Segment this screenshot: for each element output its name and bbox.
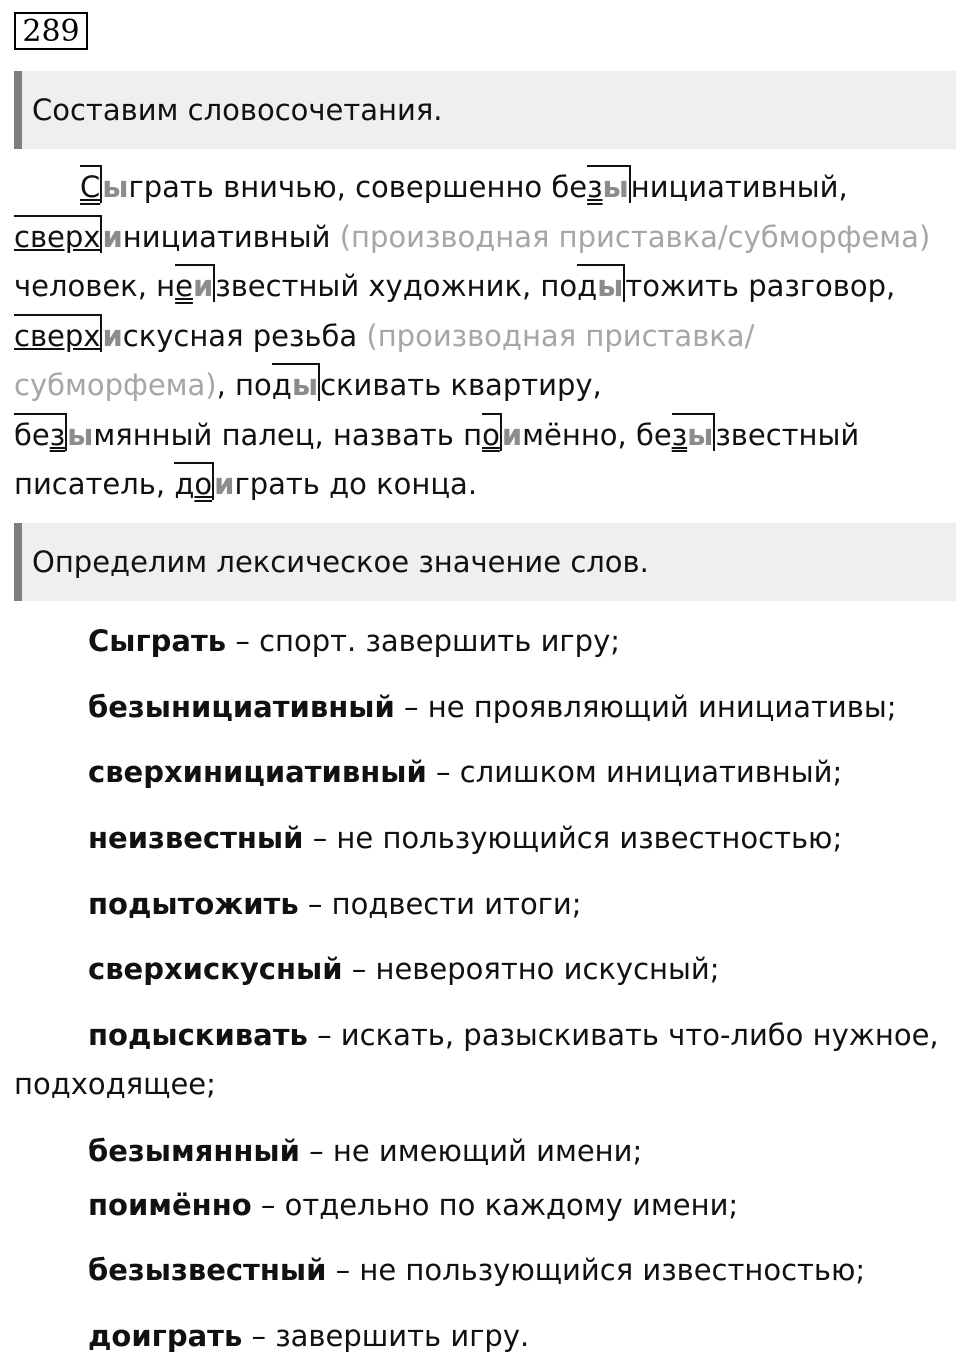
definition-word: доиграть <box>88 1319 243 1353</box>
definition-item <box>14 617 960 666</box>
prefix-mark <box>174 462 214 500</box>
definition-item <box>14 683 960 732</box>
gray-note: (производная приставка/субморфема) <box>339 219 931 254</box>
prefix-segment: сверх <box>14 219 101 254</box>
definition-meaning: – не пользующийся известностью; <box>326 1253 866 1287</box>
definition-word: безызвестный <box>88 1253 327 1287</box>
phrases-paragraph <box>14 163 956 510</box>
definition-word: неизвестный <box>88 821 304 855</box>
section-heading-compose <box>14 71 956 149</box>
prefix-letter: д <box>577 269 598 303</box>
paragraph-line <box>14 163 956 213</box>
definition-word: безынициативный <box>88 690 395 724</box>
text-run: бе <box>14 417 50 452</box>
definition-word: сверхискусный <box>88 952 343 986</box>
prefix-mark <box>175 264 215 302</box>
text-run: нициативный, <box>630 170 848 204</box>
prefix-mark <box>482 413 502 451</box>
text-run: звестный <box>715 417 860 452</box>
definition-meaning: – слишком инициативный; <box>426 755 843 789</box>
text-run: звестный художник, по <box>215 269 578 303</box>
paragraph-line <box>14 460 956 510</box>
prefix-letter: о <box>194 467 213 501</box>
prefix-segment: сверх <box>14 318 101 353</box>
definition-word: подытожить <box>88 887 299 921</box>
prefix-mark <box>577 264 625 302</box>
prefix-letter: е <box>175 269 193 303</box>
prefix-letter: д <box>271 368 292 402</box>
definition-word: сверхинициативный <box>88 755 427 789</box>
root-vowel: ы <box>602 170 629 204</box>
root-vowel: и <box>102 318 123 353</box>
prefix-letter: з <box>587 170 603 204</box>
definition-item <box>14 880 960 929</box>
definition-meaning: – спорт. завершить игру; <box>226 624 621 658</box>
definition-word: безымянный <box>88 1134 300 1168</box>
prefix-mark <box>14 215 102 253</box>
definition-item <box>14 1246 960 1295</box>
definition-item <box>14 814 960 863</box>
root-vowel: и <box>102 219 123 254</box>
text-run: грать до конца. <box>234 467 478 501</box>
definition-item <box>14 1312 960 1361</box>
prefix-mark <box>80 165 102 203</box>
prefix-letter: д <box>174 467 195 501</box>
definition-meaning: – завершить игру. <box>242 1319 530 1353</box>
definition-meaning: – не пользующийся известностью; <box>303 821 843 855</box>
prefix-mark <box>272 363 320 401</box>
root-vowel: ы <box>687 417 714 452</box>
definition-item <box>14 748 960 797</box>
section-title: Составим словосочетания. <box>32 93 443 127</box>
text-run: мянный палец, назвать п <box>93 417 483 452</box>
definition-item <box>14 1011 954 1109</box>
root-vowel: ы <box>291 368 319 402</box>
root-vowel: и <box>501 417 523 452</box>
definition-meaning: – отдельно по каждому имени; <box>251 1188 739 1222</box>
prefix-mark <box>587 165 631 203</box>
root-vowel: и <box>192 269 214 303</box>
section-title: Определим лексическое значение слов. <box>32 545 649 579</box>
root-vowel: ы <box>597 269 624 303</box>
definition-meaning: – искать, разыскивать что-либо нужное, подходящее; <box>14 1018 939 1101</box>
prefix-letter: з <box>671 417 688 452</box>
definition-item <box>14 1127 960 1176</box>
definition-word: подыскивать <box>88 1018 308 1052</box>
text-run: мённо, бе <box>522 417 672 452</box>
text-run: грать вничью, совершенно бе <box>128 170 588 204</box>
text-run: человек, н <box>14 269 176 303</box>
prefix-letter: С <box>80 170 101 204</box>
definition-meaning: – невероятно искусный; <box>342 952 720 986</box>
prefix-mark <box>14 314 102 352</box>
text-run: нициативный <box>122 219 340 254</box>
definition-word: поимённо <box>88 1188 252 1222</box>
root-vowel: ы <box>102 170 129 204</box>
root-vowel: и <box>214 467 235 501</box>
definition-word: Сыграть <box>88 624 227 658</box>
paragraph-line <box>14 262 956 312</box>
gray-note: (производная приставка/субморфема) <box>14 318 755 402</box>
section-heading-meanings <box>14 523 956 601</box>
text-run: скусная резьба <box>122 318 367 353</box>
paragraph-line <box>14 411 956 461</box>
prefix-letter: о <box>482 417 500 452</box>
text-run: писатель, <box>14 467 175 501</box>
prefix-mark <box>14 413 67 451</box>
root-vowel: ы <box>67 417 94 452</box>
text-run: скивать квартиру, <box>320 368 602 402</box>
task-number: 289 <box>14 12 88 50</box>
prefix-letter: з <box>49 417 66 452</box>
definition-item <box>14 1181 960 1230</box>
definition-meaning: – подвести итоги; <box>298 887 582 921</box>
definition-item <box>14 945 960 994</box>
definition-meaning: – не проявляющий инициативы; <box>394 690 897 724</box>
paragraph-line <box>14 312 956 411</box>
text-run: , по <box>216 368 272 402</box>
text-run: тожить разговор, <box>625 269 896 303</box>
definition-meaning: – не имеющий имени; <box>299 1134 643 1168</box>
paragraph-line <box>14 213 956 263</box>
prefix-mark <box>672 413 716 451</box>
